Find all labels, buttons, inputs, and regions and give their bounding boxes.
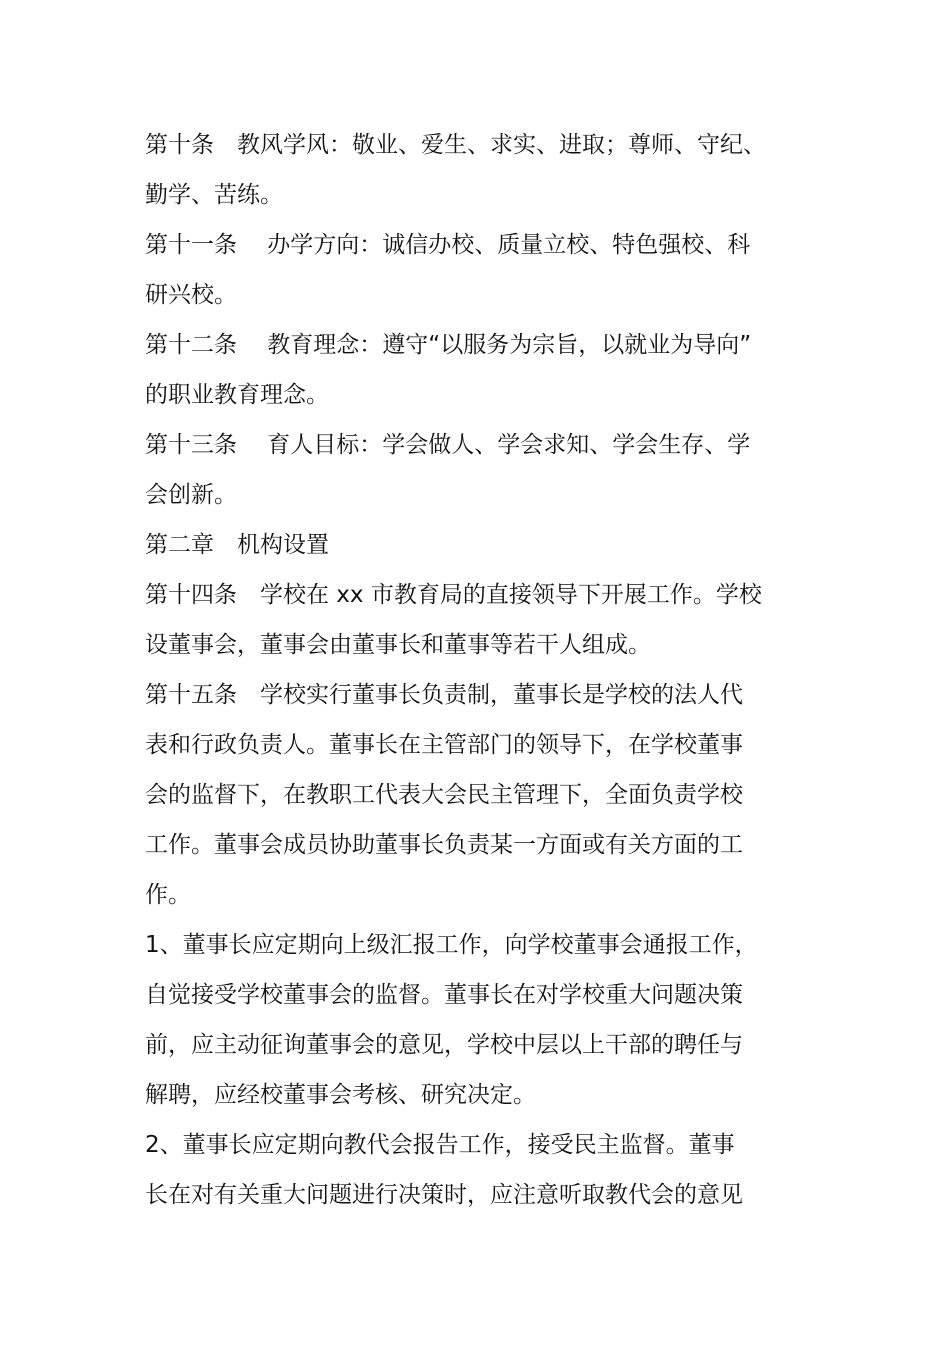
article-15-line-1: 第十五条 学校实行董事长负责制，董事长是学校的法人代 bbox=[145, 682, 743, 708]
item-1-line-4: 解聘，应经校董事会考核、研究决定。 bbox=[145, 1082, 536, 1108]
article-10-line-2: 勤学、苦练。 bbox=[145, 182, 283, 208]
item-1-line-3: 前，应主动征询董事会的意见，学校中层以上干部的聘任与 bbox=[145, 1032, 743, 1058]
article-12-line-2: 的职业教育理念。 bbox=[145, 382, 329, 408]
article-11-line-2: 研兴校。 bbox=[145, 282, 237, 308]
item-1-line-1: 1、董事长应定期向上级汇报工作，向学校董事会通报工作， bbox=[145, 932, 758, 958]
article-15-line-2: 表和行政负责人。董事长在主管部门的领导下，在学校董事 bbox=[145, 732, 743, 758]
article-15-line-5: 作。 bbox=[145, 882, 191, 908]
article-10-line-1: 第十条 教风学风：敬业、爱生、求实、进取；尊师、守纪、 bbox=[145, 132, 766, 158]
article-13-line-1: 第十三条 育人目标：学会做人、学会求知、学会生存、学 bbox=[145, 432, 751, 458]
article-15-line-4: 工作。董事会成员协助董事长负责某一方面或有关方面的工 bbox=[145, 832, 743, 858]
item-1-line-2: 自觉接受学校董事会的监督。董事长在对学校重大问题决策 bbox=[145, 982, 743, 1008]
item-2-line-2: 长在对有关重大问题进行决策时，应注意听取教代会的意见 bbox=[145, 1182, 743, 1208]
item-2-line-1: 2、董事长应定期向教代会报告工作，接受民主监督。董事 bbox=[145, 1132, 735, 1158]
article-11-line-1: 第十一条 办学方向：诚信办校、质量立校、特色强校、科 bbox=[145, 232, 751, 258]
chapter-2-heading: 第二章 机构设置 bbox=[145, 532, 329, 558]
article-15-line-3: 会的监督下，在教职工代表大会民主管理下，全面负责学校 bbox=[145, 782, 743, 808]
document-body bbox=[145, 120, 785, 1220]
article-13-line-2: 会创新。 bbox=[145, 482, 237, 508]
article-14-line-1: 第十四条 学校在 xx 市教育局的直接领导下开展工作。学校 bbox=[145, 582, 762, 608]
article-12-line-1: 第十二条 教育理念：遵守“以服务为宗旨，以就业为导向” bbox=[145, 332, 752, 358]
article-14-line-2: 设董事会，董事会由董事长和董事等若干人组成。 bbox=[145, 632, 651, 658]
